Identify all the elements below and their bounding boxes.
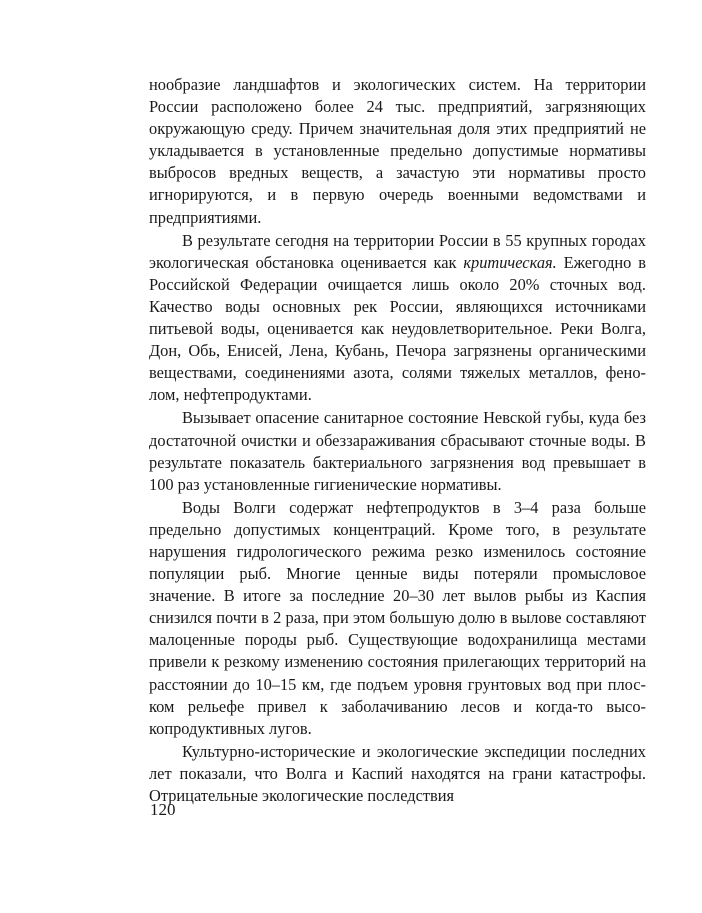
paragraph-3	[149, 407, 646, 495]
paragraph-2-italic-term: критическая.	[463, 252, 557, 272]
page-text-block	[149, 74, 646, 807]
paragraph-1-text: нообразие ландшафтов и экологических систем. На территории России расположено более 24 тыс. предприятий, загрязняющих окружающую среду. Причем значительная доля этих предприятий не укладывается в установленные предельно допустимые нормативы выбросов вредных веществ, а зачастую эти нормативы просто игнорируются, и в первую очередь военными ведомствами и предприятиями.	[149, 75, 646, 227]
paragraph-5	[149, 741, 646, 807]
paragraph-4-text: Воды Волги содержат нефтепродуктов в 3–4 раза больше предельно допустимых концентраций. Кроме того, в результате нарушения гидрологического режима резко изменилось состояние популяции рыб. Многие ценные виды потеряли промысловое значение. В итоге за последние 20–30 лет вылов рыбы из Каспия снизился почти в 2 раза, при этом большую долю в вылове составляют малоценные породы рыб. Существующие водохранилища местами привели к резкому изменению состояния прилегающих территорий на расстоянии до 10–15 км, где подъем уровня грунтовых вод при плоском рельефе привел к заболачиванию лесов и когда-то высокопродуктивных лугов.	[149, 497, 646, 738]
paragraph-2-text-end: Ежегодно в Российской Федерации очищается лишь около 20% сточных вод. Качество воды основных рек России, являющихся источниками питьевой воды, оценивается как неудовлетворительное. Реки Волга, Дон, Обь, Енисей, Лена, Кубань, Печора загрязнены органическими веществами, соединениями азота, солями тяжелых металлов, фенолом, нефтепродуктами.	[149, 252, 646, 405]
paragraph-5-text: Культурно-исторические и экологические экспедиции последних лет показали, что Волга и Каспий находятся на грани катастрофы. Отрицательные экологические последствия	[149, 741, 646, 805]
paragraph-2	[149, 230, 646, 407]
paragraph-1	[149, 74, 646, 229]
paragraph-4	[149, 497, 646, 740]
page-number: 120	[150, 800, 176, 819]
paragraph-2-text-start: В результате сегодня на территории России в 55 крупных городах экологическая обстановка оценивается как	[149, 230, 646, 272]
paragraph-3-text: Вызывает опасение санитарное состояние Невской губы, куда без достаточной очистки и обеззараживания сбрасывают сточные воды. В результате показатель бактериального загрязнения вод превышает в 100 раз установленные гигиенические нормативы.	[149, 408, 646, 494]
